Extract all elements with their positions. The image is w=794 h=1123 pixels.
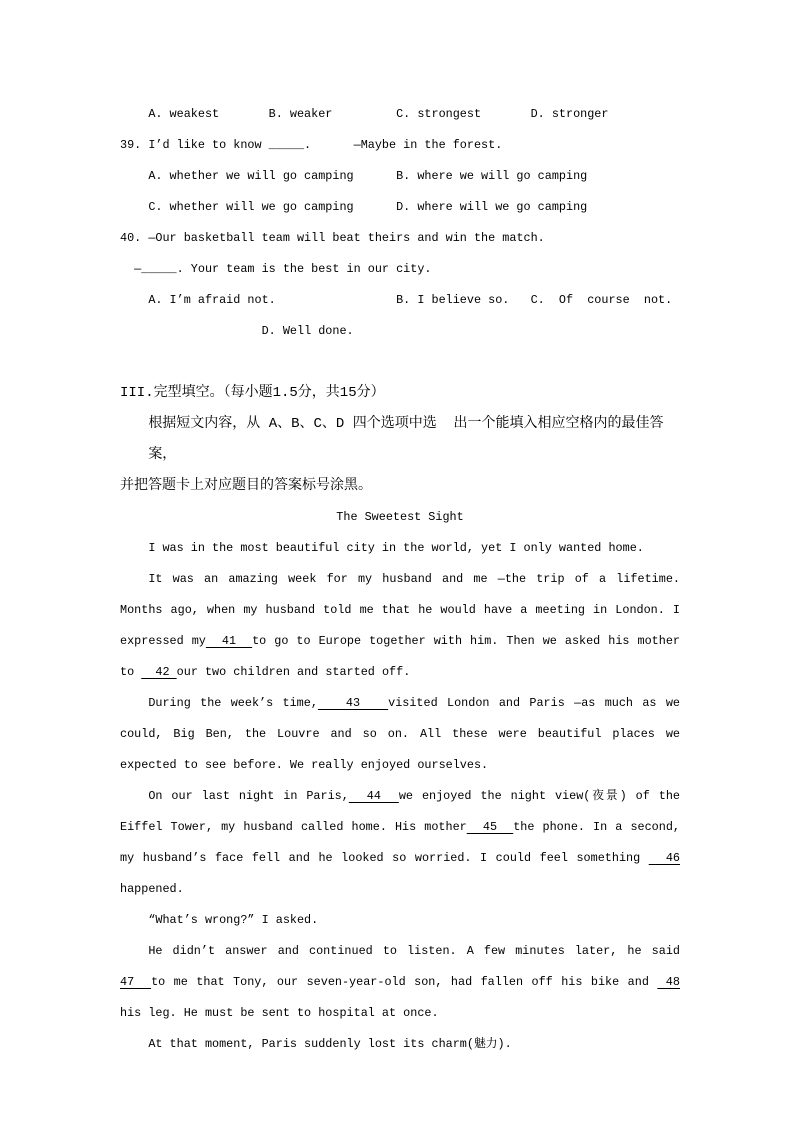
text-segment: my husband’s face fell and he looked so worried. I could feel something: [120, 851, 649, 865]
text-segment: could, Big Ben, the Louvre and so on. All these were beautiful places we: [120, 727, 680, 741]
text-segment: 39. I’d like to know _____. —Maybe in the forest.: [120, 138, 503, 152]
paragraph-line: [120, 781, 680, 812]
text-segment: expressed my: [120, 634, 206, 648]
text-segment: At that moment, Paris suddenly lost its charm(魅力).: [148, 1037, 512, 1051]
paragraph-line: [120, 905, 680, 936]
options-row-38: [120, 99, 680, 130]
text-segment: “What’s wrong?” I asked.: [148, 913, 319, 927]
text-segment: It was an amazing week for my husband and me —the trip of a lifetime.: [148, 572, 680, 586]
text-segment: to me that Tony, our seven-year-old son, had fallen off his bike and: [151, 975, 658, 989]
document-body: [120, 99, 680, 1060]
blank-47: 47: [120, 975, 152, 989]
text-segment: He didn’t answer and continued to listen. A few minutes later, he said: [148, 944, 680, 958]
paragraph-line: [120, 843, 680, 874]
blank-44: 44: [348, 789, 399, 803]
text-segment: I was in the most beautiful city in the world, yet I only wanted home.: [148, 541, 644, 555]
paragraph-line: [120, 812, 680, 843]
paragraph-line: [120, 719, 680, 750]
question-40-reply: [120, 254, 680, 285]
spacer: [120, 347, 680, 378]
text-segment: 40. —Our basketball team will beat theirs and win the match.: [120, 231, 545, 245]
text-segment: During the week’s time,: [148, 696, 318, 710]
paragraph-line: [120, 967, 680, 998]
blank-48: 48: [657, 975, 680, 989]
passage-title: [120, 502, 680, 533]
section-instructions-2: [120, 471, 680, 502]
text-segment: to go to Europe together with him. Then we asked his mother: [252, 634, 680, 648]
text-segment: A. whether we will go camping B. where we will go camping: [148, 169, 588, 183]
question-40: [120, 223, 680, 254]
paragraph-line: [120, 750, 680, 781]
text-segment: his leg. He must be sent to hospital at once.: [120, 1006, 439, 1020]
text-segment: 根据短文内容，从 A、B、C、D 四个选项中选 出一个能填入相应空格内的最佳答案，: [148, 416, 664, 463]
text-segment: D. Well done.: [261, 324, 354, 338]
text-segment: visited London and Paris —as much as we: [388, 696, 681, 710]
text-segment: happened.: [120, 882, 184, 896]
blank-43: 43: [317, 696, 389, 710]
text-segment: On our last night in Paris,: [148, 789, 349, 803]
paragraph-line: [120, 564, 680, 595]
options-row-39-ab: [120, 161, 680, 192]
text-segment: 并把答题卡上对应题目的答案标号涂黑。: [120, 478, 372, 494]
text-segment: III.完型填空。（每小题1.5分，共15分）: [120, 385, 385, 401]
text-segment: C. whether will we go camping D. where will we go camping: [148, 200, 588, 214]
options-row-40-d: [120, 316, 680, 347]
paragraph-line: [120, 874, 680, 905]
text-segment: A. weakest B. weaker C. strongest D. stronger: [148, 107, 609, 121]
paragraph-line: [120, 688, 680, 719]
text-segment: A. I’m afraid not. B. I believe so. C. Of course not.: [148, 293, 673, 307]
paragraph-line: [120, 595, 680, 626]
paragraph-line: [120, 533, 680, 564]
text-segment: The Sweetest Sight: [336, 510, 464, 524]
paragraph-line: [120, 936, 680, 967]
text-segment: expected to see before. We really enjoyed ourselves.: [120, 758, 489, 772]
options-row-40-abc: [120, 285, 680, 316]
section-heading: [120, 378, 680, 409]
text-segment: Months ago, when my husband told me that he would have a meeting in London. I: [120, 603, 680, 617]
text-segment: we enjoyed the night view(夜景) of the: [398, 789, 680, 803]
paragraph-line: [120, 998, 680, 1029]
blank-41: 41: [205, 634, 253, 648]
paragraph-line: [120, 1029, 680, 1060]
section-instructions-1: [120, 409, 680, 471]
text-segment: to: [120, 665, 142, 679]
blank-42: 42: [141, 665, 177, 679]
options-row-39-cd: [120, 192, 680, 223]
blank-45: 45: [466, 820, 514, 834]
blank-46: 46: [648, 851, 680, 865]
text-segment: our two children and started off.: [176, 665, 411, 679]
paragraph-line: [120, 657, 680, 688]
text-segment: Eiffel Tower, my husband called home. His mother: [120, 820, 467, 834]
text-segment: the phone. In a second,: [513, 820, 680, 834]
question-39: [120, 130, 680, 161]
paragraph-line: [120, 626, 680, 657]
text-segment: —_____. Your team is the best in our city.: [134, 262, 432, 276]
